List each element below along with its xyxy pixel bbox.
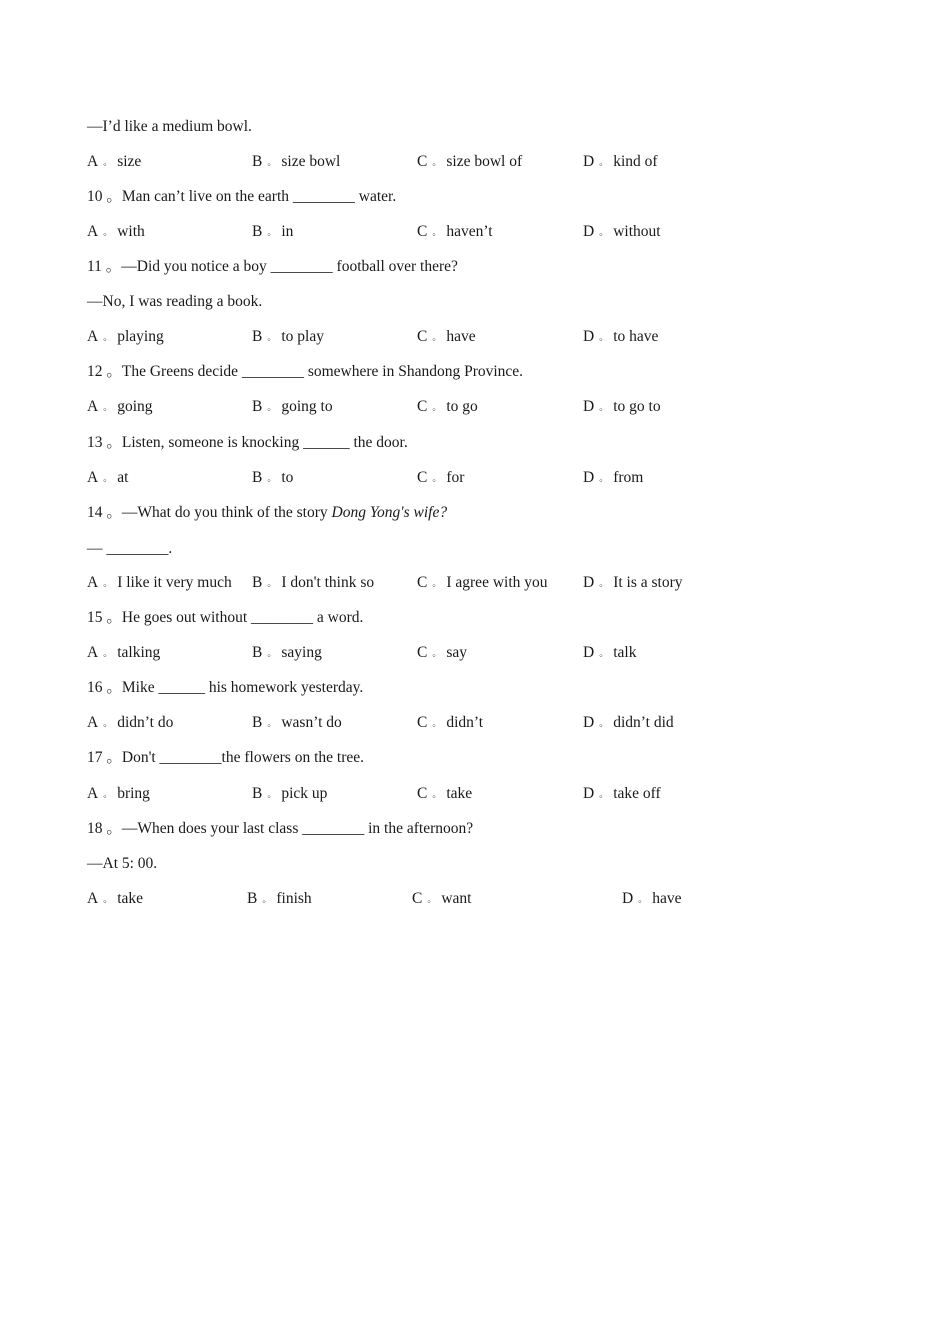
option-separator: 。 [103,227,113,238]
option-letter: C [417,469,428,486]
option-text: I agree with you [446,574,548,591]
option-separator: 。 [103,332,113,343]
option-letter: A [87,398,99,415]
option-text: going [117,398,153,415]
option-letter: D [583,223,595,240]
q18-stem: 18 。—When does your last class ________ in the afternoon? [87,820,474,837]
option-letter: D [583,785,595,802]
option-letter: B [252,223,263,240]
option-letter: D [622,890,634,907]
option-letter: B [252,328,263,345]
option-separator: 。 [103,402,113,413]
option-c [417,713,483,733]
option-c [417,222,493,242]
option-separator: 。 [262,894,272,905]
option-text: kind of [613,153,658,170]
option-b [252,643,322,663]
option-a [87,327,164,347]
option-b [252,468,293,488]
option-b [252,222,293,242]
q16-stem: 16 。Mike ______ his homework yesterday. [87,679,364,696]
option-a [87,397,153,417]
option-text: talking [117,644,161,661]
option-separator: 。 [267,402,277,413]
option-b [252,152,340,172]
option-d [583,222,661,242]
option-text: for [446,469,465,486]
option-separator: 。 [267,718,277,729]
option-d [583,643,636,663]
option-separator: 。 [432,157,442,168]
option-d [622,889,681,909]
option-letter: D [583,469,595,486]
option-letter: A [87,785,99,802]
option-separator: 。 [267,789,277,800]
option-letter: D [583,574,595,591]
option-b [252,573,374,593]
option-text: take off [613,785,661,802]
option-text: didn’t [446,714,484,731]
option-text: size bowl of [446,153,523,170]
option-text: pick up [281,785,328,802]
option-d [583,468,643,488]
option-separator: 。 [432,402,442,413]
option-text: with [117,223,145,240]
q11-answer-line: —No, I was reading a book. [87,293,263,310]
option-letter: C [417,153,428,170]
option-letter: B [247,890,258,907]
option-text: without [613,223,661,240]
option-letter: C [417,714,428,731]
q16-options [87,713,787,733]
option-a [87,713,173,733]
option-separator: 。 [599,332,609,343]
option-text: take [117,890,144,907]
q13-options [87,468,787,488]
option-c [417,573,548,593]
option-b [247,889,312,909]
option-separator: 。 [432,578,442,589]
q9-answer-line: —I’d like a medium bowl. [87,118,252,135]
option-letter: D [583,644,595,661]
option-letter: C [417,785,428,802]
option-separator: 。 [432,789,442,800]
option-c [417,784,472,804]
option-a [87,573,232,593]
option-separator: 。 [103,648,113,659]
q14-options [87,573,787,593]
option-separator: 。 [267,157,277,168]
q18-options [87,889,787,909]
option-separator: 。 [599,402,609,413]
q12-options [87,397,787,417]
option-separator: 。 [599,227,609,238]
option-letter: A [87,574,99,591]
option-text: to go to [613,398,661,415]
option-separator: 。 [267,332,277,343]
q14-stem [87,503,447,523]
option-text: playing [117,328,164,345]
option-letter: C [417,574,428,591]
option-letter: D [583,328,595,345]
option-letter: D [583,153,595,170]
option-d [583,784,661,804]
option-text: have [446,328,476,345]
option-c [417,468,464,488]
option-separator: 。 [432,332,442,343]
option-text: finish [276,890,312,907]
q14-story-title: Dong Yong's wife? [331,504,448,521]
option-b [252,713,342,733]
option-separator: 。 [638,894,648,905]
option-a [87,889,143,909]
option-separator: 。 [599,648,609,659]
q14-stem-text: 14 。—What do you think of the story [87,504,332,521]
option-c [417,152,522,172]
option-d [583,327,658,347]
option-c [417,643,467,663]
option-c [417,327,476,347]
option-text: to go [446,398,478,415]
option-a [87,152,141,172]
option-text: didn’t did [613,714,674,731]
option-separator: 。 [267,473,277,484]
option-text: to [281,469,294,486]
option-text: talk [613,644,637,661]
option-separator: 。 [432,473,442,484]
option-text: It is a story [613,574,683,591]
option-text: in [281,223,294,240]
option-text: I like it very much [117,574,232,591]
option-letter: B [252,153,263,170]
option-c [417,397,478,417]
q17-stem: 17 。Don't ________the flowers on the tree. [87,749,365,766]
option-letter: A [87,153,99,170]
option-text: say [446,644,468,661]
option-separator: 。 [432,718,442,729]
option-d [583,152,658,172]
option-text: to have [613,328,659,345]
option-b [252,784,327,804]
option-separator: 。 [103,473,113,484]
option-letter: A [87,469,99,486]
option-letter: C [417,644,428,661]
option-b [252,327,324,347]
option-a [87,784,150,804]
option-letter: B [252,644,263,661]
option-separator: 。 [599,578,609,589]
option-text: wasn’t do [281,714,342,731]
q14-answer-line: — ________. [87,540,173,557]
option-text: to play [281,328,324,345]
option-text: from [613,469,644,486]
option-text: want [441,890,472,907]
option-letter: C [417,328,428,345]
option-separator: 。 [427,894,437,905]
option-text: size [117,153,142,170]
option-text: bring [117,785,150,802]
q9-options [87,152,787,172]
q11-options [87,327,787,347]
option-a [87,222,145,242]
option-text: saying [281,644,322,661]
q17-options [87,784,787,804]
option-letter: C [417,223,428,240]
option-separator: 。 [267,227,277,238]
option-separator: 。 [599,718,609,729]
q10-options [87,222,787,242]
q15-stem: 15 。He goes out without ________ a word. [87,609,364,626]
option-letter: A [87,714,99,731]
q13-stem: 13 。Listen, someone is knocking ______ the door. [87,434,408,451]
option-letter: C [417,398,428,415]
option-letter: B [252,469,263,486]
option-d [583,397,661,417]
option-separator: 。 [599,157,609,168]
q12-stem: 12 。The Greens decide ________ somewhere in Shandong Province. [87,363,524,380]
q11-stem: 11 。—Did you notice a boy ________ football over there? [87,258,458,275]
option-text: take [446,785,473,802]
option-a [87,468,128,488]
option-text: size bowl [281,153,341,170]
option-d [583,713,674,733]
option-separator: 。 [267,648,277,659]
option-letter: A [87,644,99,661]
option-separator: 。 [599,789,609,800]
option-a [87,643,160,663]
option-text: have [652,890,682,907]
option-separator: 。 [103,894,113,905]
option-separator: 。 [599,473,609,484]
option-text: haven’t [446,223,493,240]
option-b [252,397,333,417]
option-separator: 。 [432,227,442,238]
option-letter: A [87,328,99,345]
option-letter: B [252,574,263,591]
option-text: I don't think so [281,574,375,591]
option-letter: A [87,223,99,240]
q10-stem: 10 。Man can’t live on the earth ________ water. [87,188,397,205]
option-separator: 。 [103,157,113,168]
option-letter: B [252,398,263,415]
option-letter: B [252,714,263,731]
option-text: at [117,469,129,486]
option-separator: 。 [432,648,442,659]
option-letter: C [412,890,423,907]
option-letter: D [583,714,595,731]
q15-options [87,643,787,663]
option-letter: D [583,398,595,415]
option-c [412,889,472,909]
option-separator: 。 [103,578,113,589]
option-separator: 。 [103,718,113,729]
option-separator: 。 [267,578,277,589]
option-text: didn’t do [117,714,174,731]
q18-answer-line: —At 5: 00. [87,855,158,872]
option-letter: B [252,785,263,802]
option-d [583,573,683,593]
option-letter: A [87,890,99,907]
option-separator: 。 [103,789,113,800]
option-text: going to [281,398,333,415]
